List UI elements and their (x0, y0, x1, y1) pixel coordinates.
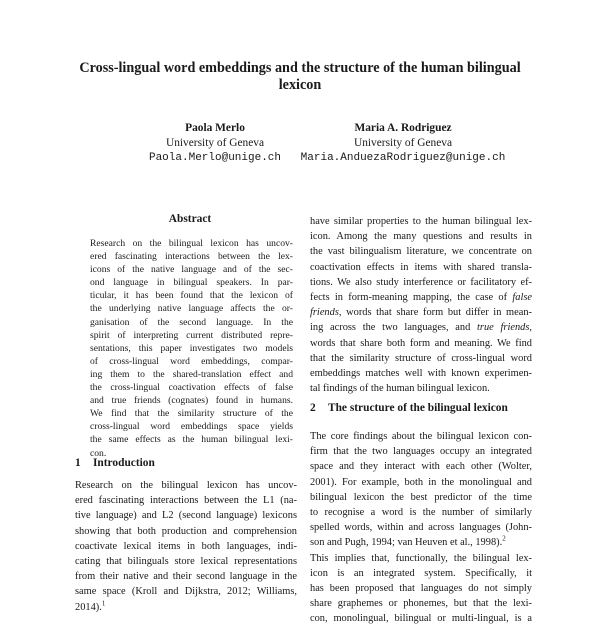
author-name: Paola Merlo (185, 122, 245, 134)
body-line: 2001). For example, both in the monolingual and (310, 476, 532, 488)
section-number: 2 (310, 402, 316, 414)
body-line: firm that the two languages occupy an integrated (310, 446, 532, 458)
body-line: cating that bilinguals store lexical representations (75, 556, 297, 568)
abstract-line: ered fascinating interactions between the lex- (90, 251, 293, 263)
abstract-line: ond language in bilingual speakers. In par- (90, 277, 293, 289)
body-line: ered fascinating interactions between the L1 (na- (75, 495, 297, 507)
body-line: , words that share form but differ in mean- (338, 307, 532, 319)
section-number: 1 (75, 457, 81, 469)
right-column-continuation (310, 214, 532, 396)
body-line: has been proposed that languages do not simply (310, 583, 532, 595)
footnote-mark: 1 (101, 599, 106, 608)
author-email: Paola.Merlo@unige.ch (148, 152, 282, 164)
section-heading-introduction (75, 457, 155, 469)
body-line: words that share both form and meaning. We find (310, 337, 532, 349)
abstract-line: the same effects as the human bilingual lexi- (90, 434, 293, 446)
body-line: coactivate lexical items in both languages, indi- (75, 540, 297, 552)
body-line: embeddings matches well with known experimen- (310, 368, 532, 380)
paper-title: Cross-lingual word embeddings and the structure of the human bilingual lexicon (79, 60, 521, 93)
body-line: The core findings about the bilingual lexicon con- (310, 431, 532, 442)
abstract-line: We find that the similarity structure of the (90, 408, 293, 420)
author-email: Maria.AnduezaRodriguez@unige.ch (300, 152, 506, 164)
abstract-line: and true friends (cognates) found in humans. (90, 395, 293, 407)
author-affiliation: University of Geneva (165, 137, 265, 149)
body-line: that the similarity structure of cross-lingual word (310, 352, 532, 364)
body-line: fects in form-meaning mapping, the case of (310, 292, 508, 304)
body-line: spelled words, within and across languages (John- (310, 522, 532, 534)
body-line: from their native and their second language in the (75, 571, 297, 583)
author-name: Maria A. Rodriguez (354, 122, 452, 134)
abstract-line: spirit of interpreting current distributed repre- (90, 329, 293, 341)
abstract-line: the underlying native language affects the or- (90, 303, 293, 315)
italic-term: friends (310, 307, 339, 319)
author-block-1 (120, 121, 310, 166)
abstract-line: cross-lingual word embeddings space yields (90, 421, 293, 433)
abstract-line: icons of the native language and of the sec- (90, 264, 293, 276)
body-line: con, monolingual, bilingual or multi-lingual, is a (310, 613, 532, 625)
body-line: the vast bilingualism literature, we concentrate on (310, 246, 532, 258)
body-line-with-footnote (310, 535, 532, 550)
body-line: have similar properties to the human bilingual lex- (310, 216, 532, 227)
abstract-line: ticular, it has been found that the lexicon of (90, 290, 293, 302)
abstract-line: ing them to the shared-translation effect and (90, 368, 293, 380)
section-title: Introduction (93, 457, 155, 469)
body-line: son and Pugh, 1994; van Heuven et al., 1998). (310, 537, 503, 549)
abstract-line: the cross-lingual coactivation effects of false (90, 382, 293, 394)
introduction-body (75, 478, 297, 615)
body-line: coactivation effects in items with shared transla- (310, 261, 532, 273)
footnote-mark: 2 (502, 534, 506, 543)
body-line: tive language) and L2 (second language) lexicons (75, 510, 297, 522)
abstract-heading: Abstract (168, 213, 212, 225)
body-line-italic (310, 290, 532, 305)
body-line-with-footnote (75, 600, 297, 615)
body-line: tal findings of the human bilingual lexicon. (310, 383, 490, 395)
section-title: The structure of the bilingual lexicon (328, 402, 508, 414)
abstract-body (90, 237, 293, 460)
author-affiliation: University of Geneva (353, 137, 453, 149)
section-heading-bilingual-lexicon (310, 402, 508, 414)
body-line: same space (Kroll and Dijkstra, 2012; Williams, (75, 586, 297, 598)
body-line: ing across the two languages, and (310, 322, 471, 334)
body-line: bilingual lexicon the best predictor of the time (310, 491, 532, 503)
body-line-italic (310, 305, 532, 320)
body-line: tions. We also study interference or facilitatory ef- (310, 276, 532, 288)
abstract-line: sentations, this paper investigates two models (90, 342, 293, 354)
author-block-2 (288, 121, 518, 166)
body-line-italic: ing across the two languages, and true friends, (310, 322, 532, 334)
body-line: to recognise a word is the number of similarly (310, 507, 532, 519)
abstract-line: con. (90, 447, 107, 459)
body-line: This implies that, functionally, the bilingual lex- (310, 552, 532, 564)
body-line: showing that both production and comprehension (75, 525, 297, 537)
abstract-line: Research on the bilingual lexicon has uncov- (90, 238, 293, 249)
body-line: share graphemes or phonemes, but that the lexi- (310, 598, 532, 610)
italic-term: false (512, 292, 532, 304)
section2-body (310, 429, 532, 627)
italic-term: true friends (477, 322, 530, 334)
abstract-line: of cross-lingual word embeddings, compar- (90, 355, 293, 367)
body-line: icon is an integrated system. Specifically, it (310, 567, 532, 579)
body-line: Research on the bilingual lexicon has uncov- (75, 480, 297, 491)
body-line: icon. Among the many questions and results in (310, 231, 532, 243)
body-line: space and they interact with each other (Wolter, (310, 461, 532, 473)
abstract-line: ganisation of the second language. In the (90, 316, 293, 328)
body-line: 2014). (75, 601, 102, 613)
